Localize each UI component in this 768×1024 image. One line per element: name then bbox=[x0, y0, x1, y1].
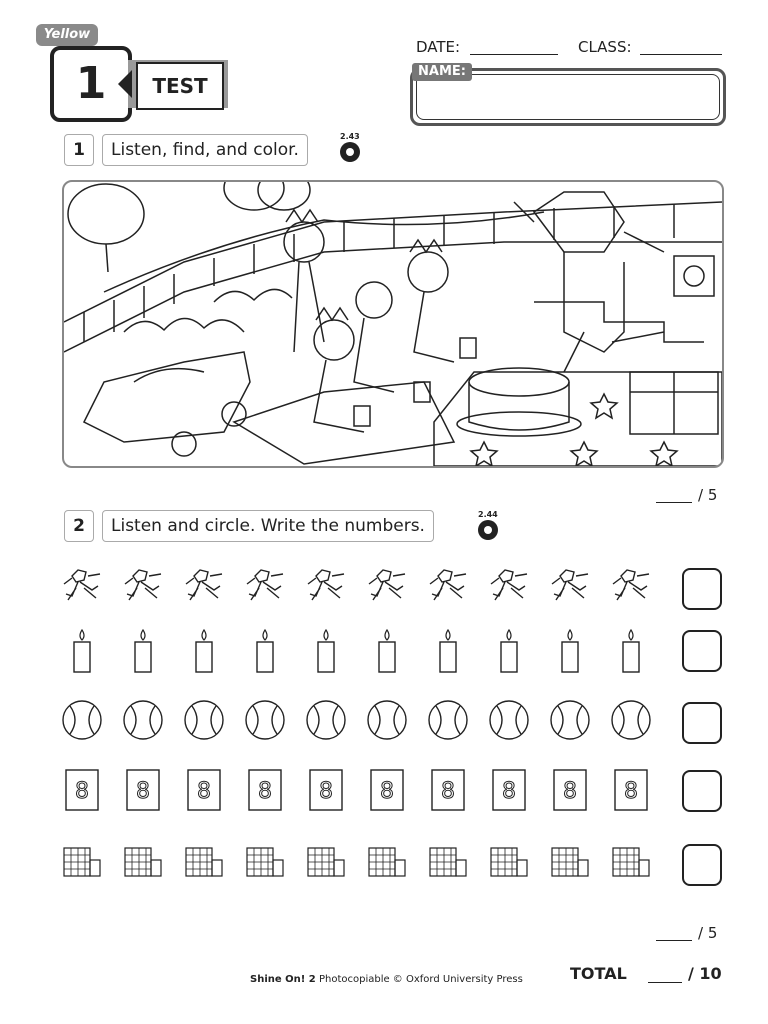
birthday-card-icon[interactable] bbox=[123, 768, 163, 816]
name-label: NAME: bbox=[412, 63, 472, 81]
birthday-card-icon[interactable] bbox=[611, 768, 651, 816]
present-icon[interactable] bbox=[611, 842, 651, 890]
answer-box[interactable] bbox=[682, 770, 722, 812]
birthday-card-icon[interactable] bbox=[367, 768, 407, 816]
present-icon[interactable] bbox=[367, 842, 407, 890]
robot-icon[interactable] bbox=[123, 566, 163, 614]
svg-text:8: 8 bbox=[319, 779, 333, 804]
candle-icon[interactable] bbox=[62, 628, 102, 676]
section1-instruction: Listen, find, and color. bbox=[102, 134, 308, 166]
party-scene-illustration bbox=[62, 180, 724, 468]
footer-copyright: Photocopiable © Oxford University Press bbox=[318, 974, 523, 985]
answer-box[interactable] bbox=[682, 630, 722, 672]
section2-score: / 5 bbox=[698, 924, 718, 942]
section2-instruction: Listen and circle. Write the numbers. bbox=[102, 510, 434, 542]
birthday-card-icon[interactable] bbox=[550, 768, 590, 816]
section1-track: 2.43 bbox=[340, 132, 360, 141]
section2-number: 2 bbox=[64, 510, 94, 542]
test-arrow-icon bbox=[118, 70, 132, 98]
answer-box[interactable] bbox=[682, 568, 722, 610]
present-icon[interactable] bbox=[62, 842, 102, 890]
present-icon[interactable] bbox=[428, 842, 468, 890]
candle-icon[interactable] bbox=[367, 628, 407, 676]
ball-icon[interactable] bbox=[489, 700, 529, 748]
ball-icon[interactable] bbox=[123, 700, 163, 748]
birthday-card-icon[interactable] bbox=[245, 768, 285, 816]
robot-icon[interactable] bbox=[184, 566, 224, 614]
unit-number: 1 bbox=[50, 46, 132, 122]
section2-score-line[interactable] bbox=[656, 940, 692, 941]
candle-icon[interactable] bbox=[123, 628, 163, 676]
class-label: CLASS: bbox=[578, 38, 632, 56]
party-scene-svg bbox=[64, 182, 722, 466]
candle-icon[interactable] bbox=[611, 628, 651, 676]
svg-text:8: 8 bbox=[441, 779, 455, 804]
robot-icon[interactable] bbox=[428, 566, 468, 614]
svg-text:8: 8 bbox=[136, 779, 150, 804]
ball-icon[interactable] bbox=[184, 700, 224, 748]
present-icon[interactable] bbox=[184, 842, 224, 890]
ball-icon[interactable] bbox=[306, 700, 346, 748]
audio-cd-icon bbox=[478, 520, 498, 540]
candle-icon[interactable] bbox=[184, 628, 224, 676]
section2-track: 2.44 bbox=[478, 510, 498, 519]
candle-icon[interactable] bbox=[489, 628, 529, 676]
birthday-card-icon[interactable] bbox=[428, 768, 468, 816]
robot-icon[interactable] bbox=[245, 566, 285, 614]
candle-icon[interactable] bbox=[306, 628, 346, 676]
ball-icon[interactable] bbox=[611, 700, 651, 748]
birthday-card-icon[interactable] bbox=[489, 768, 529, 816]
ball-icon[interactable] bbox=[62, 700, 102, 748]
total-label: TOTAL bbox=[570, 964, 627, 983]
birthday-card-icon[interactable] bbox=[184, 768, 224, 816]
present-icon[interactable] bbox=[306, 842, 346, 890]
robot-icon[interactable] bbox=[489, 566, 529, 614]
robot-icon[interactable] bbox=[62, 566, 102, 614]
answer-box[interactable] bbox=[682, 702, 722, 744]
svg-text:8: 8 bbox=[197, 779, 211, 804]
birthday-card-icon[interactable] bbox=[62, 768, 102, 816]
robot-icon[interactable] bbox=[611, 566, 651, 614]
ball-icon[interactable] bbox=[550, 700, 590, 748]
level-tag: Yellow bbox=[36, 24, 98, 46]
svg-text:8: 8 bbox=[624, 779, 638, 804]
section1-number: 1 bbox=[64, 134, 94, 166]
present-icon[interactable] bbox=[245, 842, 285, 890]
section1-score-line[interactable] bbox=[656, 502, 692, 503]
svg-text:8: 8 bbox=[563, 779, 577, 804]
robot-icon[interactable] bbox=[306, 566, 346, 614]
svg-text:8: 8 bbox=[380, 779, 394, 804]
robot-icon[interactable] bbox=[367, 566, 407, 614]
present-icon[interactable] bbox=[489, 842, 529, 890]
class-field[interactable] bbox=[640, 54, 722, 55]
present-icon[interactable] bbox=[550, 842, 590, 890]
birthday-card-icon[interactable] bbox=[306, 768, 346, 816]
date-field[interactable] bbox=[470, 54, 558, 55]
robot-icon[interactable] bbox=[550, 566, 590, 614]
test-label: TEST bbox=[136, 62, 224, 110]
candle-icon[interactable] bbox=[428, 628, 468, 676]
candle-icon[interactable] bbox=[550, 628, 590, 676]
ball-icon[interactable] bbox=[245, 700, 285, 748]
total-score: / 10 bbox=[688, 964, 722, 983]
ball-icon[interactable] bbox=[428, 700, 468, 748]
svg-text:8: 8 bbox=[75, 779, 89, 804]
ball-icon[interactable] bbox=[367, 700, 407, 748]
footer-brand: Shine On! 2 bbox=[250, 974, 316, 985]
answer-box[interactable] bbox=[682, 844, 722, 886]
svg-text:8: 8 bbox=[258, 779, 272, 804]
date-label: DATE: bbox=[416, 38, 461, 56]
audio-cd-icon bbox=[340, 142, 360, 162]
total-score-line[interactable] bbox=[648, 982, 682, 983]
candle-icon[interactable] bbox=[245, 628, 285, 676]
footer-credit bbox=[250, 974, 523, 985]
present-icon[interactable] bbox=[123, 842, 163, 890]
section1-score: / 5 bbox=[698, 486, 718, 504]
svg-text:8: 8 bbox=[502, 779, 516, 804]
